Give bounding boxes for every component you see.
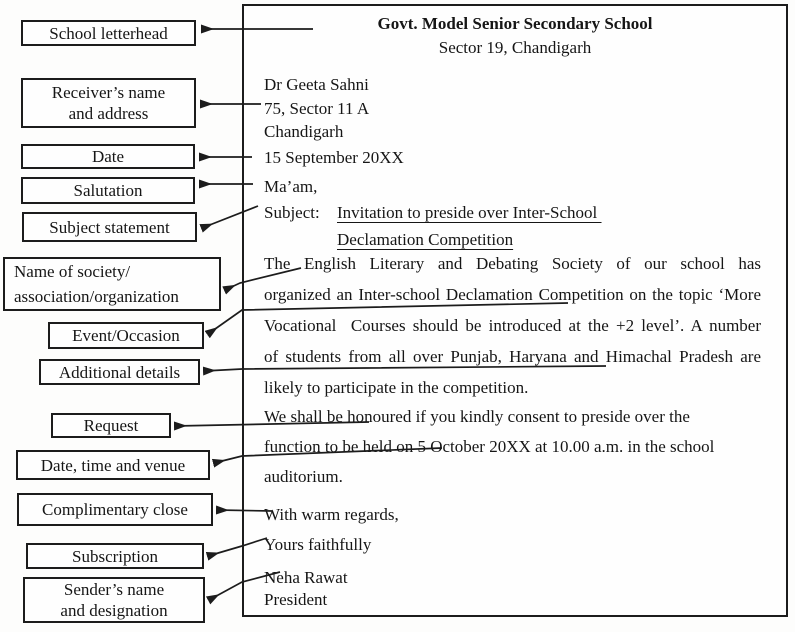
label-subscription — [26, 543, 204, 569]
body-paragraph-2-line: function to be held on 5 October 20XX at 10.00 a.m. in the school — [264, 437, 715, 456]
label-text: Receiver’s name — [51, 83, 166, 102]
label-date — [21, 144, 195, 169]
body-paragraph-1-line: likely to participate in the competition. — [264, 378, 529, 397]
label-text: Request — [83, 416, 139, 435]
subject-label: Subject: — [264, 203, 320, 222]
label-text: Event/Occasion — [72, 326, 180, 345]
letter-heading: Govt. Model Senior Secondary School — [377, 14, 653, 33]
letter-salutation: Ma’am, — [264, 177, 318, 196]
body-paragraph-1-line: of students from all over Punjab, Haryana and Himachal Pradesh are — [264, 347, 761, 366]
label-text: Subject statement — [49, 217, 170, 237]
label-text: School letterhead — [49, 23, 168, 43]
label-text: association/organization — [14, 287, 179, 306]
label-society-name — [3, 257, 221, 311]
body-paragraph-1-line: Vocational Courses should be introduced at the +2 level’. A number — [264, 316, 761, 335]
label-text: Subscription — [72, 546, 158, 566]
label-request — [51, 413, 171, 438]
label-text: Date — [91, 147, 125, 166]
letter-document — [242, 4, 788, 617]
label-text: Complimentary close — [42, 500, 188, 519]
receiver-name: Dr Geeta Sahni — [264, 75, 369, 94]
letter-date: 15 September 20XX — [264, 148, 404, 167]
label-text: and address — [68, 104, 149, 123]
label-text: and designation — [60, 601, 168, 620]
label-text: Date, time and venue — [40, 455, 186, 475]
label-text: Additional details — [58, 362, 181, 382]
label-additional-details — [39, 359, 200, 385]
body-paragraph-1-line: organized an Inter-school Declamation Competition on the topic ‘More — [264, 285, 761, 304]
label-receiver-name-address — [21, 78, 196, 128]
subject-line: Invitation to preside over Inter-School — [337, 203, 602, 222]
sender-name: Neha Rawat — [264, 568, 348, 587]
label-subject-statement — [22, 212, 197, 242]
receiver-city: Chandigarh — [264, 122, 344, 141]
sender-designation: President — [264, 590, 328, 609]
label-sender-name-designation — [23, 577, 205, 623]
label-text: Sender’s name — [63, 580, 165, 599]
subject-line: Declamation Competition — [337, 230, 514, 249]
complimentary-close-line: With warm regards, — [264, 505, 399, 524]
body-paragraph-2-line: We shall be honoured if you kindly consent to preside over the — [264, 407, 690, 426]
label-complimentary-close — [17, 493, 213, 526]
label-event-occasion — [48, 322, 204, 349]
label-date-time-venue — [16, 450, 210, 480]
label-school-letterhead — [21, 20, 196, 46]
subscription-line: Yours faithfully — [264, 535, 372, 554]
body-paragraph-2-line: auditorium. — [264, 467, 343, 486]
label-text: Salutation — [73, 181, 143, 200]
body-paragraph-1-line: The English Literary and Debating Society of our school has — [264, 254, 761, 273]
receiver-street: 75, Sector 11 A — [264, 99, 370, 118]
label-text: Name of society/ — [14, 262, 131, 281]
letter-subheading: Sector 19, Chandigarh — [438, 38, 592, 57]
label-salutation — [21, 177, 195, 204]
